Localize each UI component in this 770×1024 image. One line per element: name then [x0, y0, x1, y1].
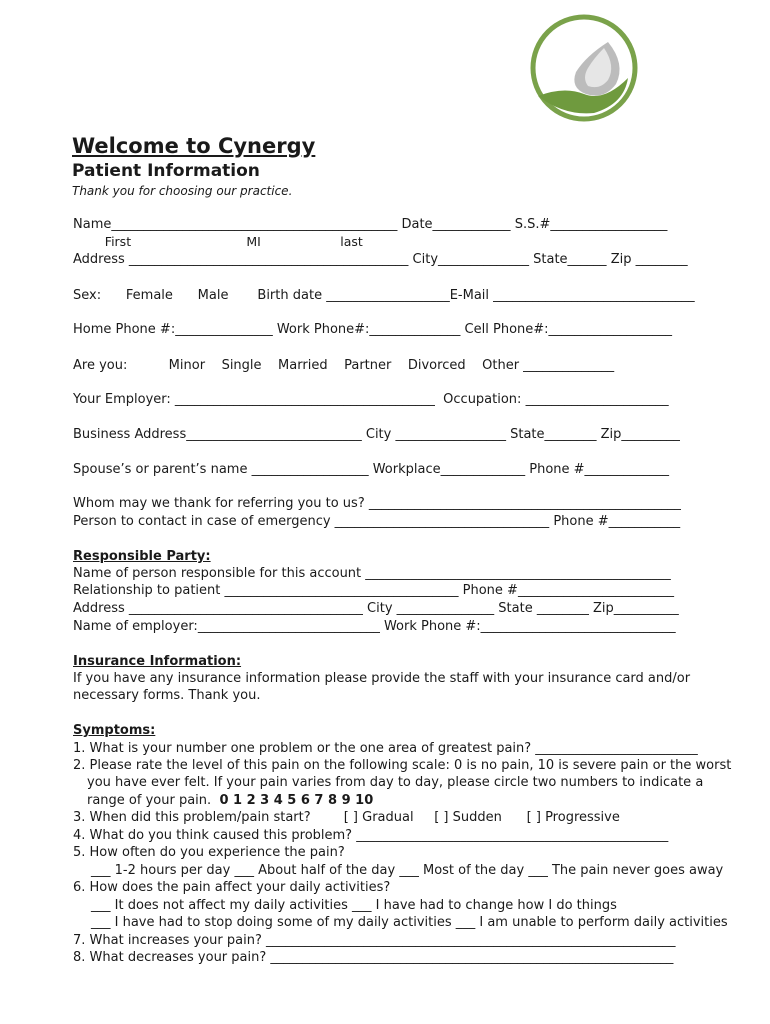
- spouse-parent-field[interactable]: Spouse’s or parent’s name __________________ Workplace_____________ Phone #_____________: [73, 462, 670, 477]
- symptom-question-3[interactable]: 3. When did this problem/pain start? [ ] Gradual [ ] Sudden [ ] Progressive: [73, 810, 620, 825]
- page-title: Welcome to Cynergy: [72, 134, 316, 158]
- responsible-address-field[interactable]: Address ____________________________________ City _______________ State ________ Zip__________: [73, 601, 679, 616]
- pain-scale-numbers[interactable]: 0 1 2 3 4 5 6 7 8 9 10: [219, 793, 374, 808]
- symptom-question-5: 5. How often do you experience the pain?: [73, 845, 345, 860]
- marital-status-field[interactable]: Are you: Minor Single Married Partner Divorced Other ______________: [73, 358, 615, 373]
- symptom-question-2: 2. Please rate the level of this pain on the following scale: 0 is no pain, 10 is severe pain or the worst: [73, 758, 732, 773]
- sex-birthdate-email-field[interactable]: Sex: Female Male Birth date ___________________E-Mail _______________________________: [73, 288, 695, 303]
- symptom-question-1[interactable]: 1. What is your number one problem or the one area of greatest pain? _________________________: [73, 741, 698, 756]
- emergency-contact-field[interactable]: Person to contact in case of emergency _________________________________ Phone #___________: [73, 514, 681, 529]
- employer-occupation-field[interactable]: Your Employer: ________________________________________ Occupation: ______________________: [73, 392, 669, 407]
- symptom-question-6: 6. How does the pain affect your daily activities?: [73, 880, 391, 895]
- responsible-employer-field[interactable]: Name of employer:____________________________ Work Phone #:______________________________: [73, 619, 676, 634]
- name-sublabels: First MI last: [73, 234, 363, 249]
- tagline: Thank you for choosing our practice.: [72, 184, 293, 198]
- responsible-party-heading: Responsible Party:: [73, 549, 211, 564]
- insurance-heading: Insurance Information:: [73, 654, 242, 669]
- symptoms-heading: Symptoms:: [73, 723, 156, 738]
- symptom-question-7[interactable]: 7. What increases your pain? _______________________________________________________________: [73, 933, 676, 948]
- insurance-text-line: If you have any insurance information please provide the staff with your insurance card and/or: [73, 671, 691, 686]
- business-address-field[interactable]: Business Address___________________________ City _________________ State________ Zip_________: [73, 427, 680, 442]
- address-field[interactable]: Address ___________________________________________ City______________ State______ Zip ________: [73, 252, 688, 267]
- name-date-ssn-field[interactable]: Name____________________________________________ Date____________ S.S.#__________________: [73, 217, 668, 232]
- referral-field[interactable]: Whom may we thank for referring you to us? ________________________________________________: [73, 496, 681, 511]
- symptom-question-4[interactable]: 4. What do you think caused this problem? ________________________________________________: [73, 828, 669, 843]
- responsible-name-field[interactable]: Name of person responsible for this account _______________________________________________: [73, 566, 671, 581]
- pain-frequency-options[interactable]: ___ 1-2 hours per day ___ About half of the day ___ Most of the day ___ The pain never goes away: [91, 863, 724, 878]
- cynergy-logo: [524, 12, 644, 124]
- daily-activity-options[interactable]: ___ It does not affect my daily activities ___ I have had to change how I do things: [91, 898, 617, 913]
- daily-activity-options[interactable]: ___ I have had to stop doing some of my daily activities ___ I am unable to perform daily activities: [91, 915, 728, 930]
- responsible-relationship-field[interactable]: Relationship to patient ____________________________________ Phone #________________________: [73, 583, 674, 598]
- symptom-question-8[interactable]: 8. What decreases your pain? ______________________________________________________________: [73, 950, 674, 965]
- pain-scale-label: range of your pain.: [87, 793, 220, 808]
- phone-fields[interactable]: Home Phone #:_______________ Work Phone#:______________ Cell Phone#:___________________: [73, 322, 673, 337]
- pain-scale-row: [73, 792, 373, 809]
- section-title-patient-information: Patient Information: [72, 161, 260, 181]
- symptom-question-2-cont: you have ever felt. If your pain varies from day to day, please circle two numbers to indicate a: [87, 775, 704, 790]
- insurance-text-line: necessary forms. Thank you.: [73, 688, 261, 703]
